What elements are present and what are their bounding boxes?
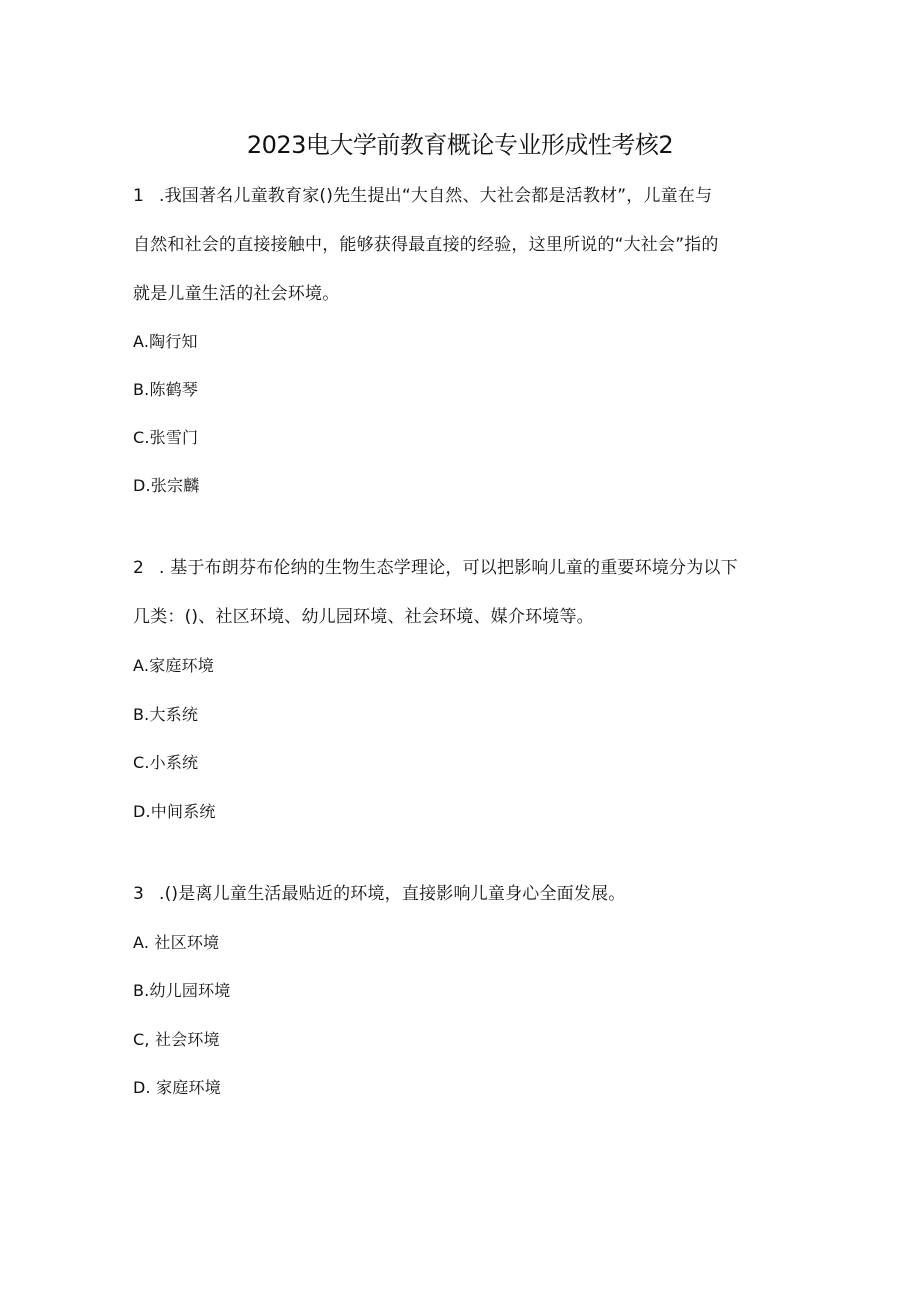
question-1-option-b: B.陈鹤琴 [133, 380, 199, 399]
question-1-option-a: A.陶行知 [133, 332, 198, 351]
question-2-option-a: A.家庭环境 [133, 656, 214, 675]
question-1-text-1: .我国著名儿童教育家()先生提出“大自然、大社会都是活教材”，儿童在与 [159, 186, 713, 206]
question-2-option-b: B.大系统 [133, 705, 199, 724]
question-2-option-c: C.小系统 [133, 753, 199, 772]
question-1-line-1 [133, 183, 712, 209]
question-3-number: 3 [133, 884, 145, 904]
question-2-text-2: 几类：()、社区环境、幼儿园环境、社会环境、媒介环境等。 [133, 607, 594, 627]
question-3-text-1: .()是离儿童生活最贴近的环境，直接影响儿童身心全面发展。 [159, 884, 626, 904]
question-2-line-1 [133, 555, 738, 581]
question-1-text-2: 自然和社会的直接接触中，能够获得最直接的经验，这里所说的“大社会”指的 [133, 235, 719, 255]
question-3-option-a: A. 社区环境 [133, 933, 220, 952]
question-1-option-d: D.张宗麟 [133, 476, 200, 495]
question-1-option-c: C.张雪门 [133, 428, 199, 447]
question-3-option-c: C, 社会环境 [133, 1030, 220, 1049]
question-1-text-3: 就是儿童生活的社会环境。 [133, 284, 340, 304]
question-1-number: 1 [133, 186, 145, 206]
question-3-line-1 [133, 881, 625, 907]
question-3-option-b: B.幼儿园环境 [133, 981, 231, 1000]
question-2-text-1: . 基于布朗芬布伦纳的生物生态学理论，可以把影响儿童的重要环境分为以下 [159, 558, 738, 578]
question-3-option-d: D. 家庭环境 [133, 1078, 221, 1097]
question-2-number: 2 [133, 558, 145, 578]
document-title: 2023电大学前教育概论专业形成性考核2 [246, 131, 674, 159]
question-2-option-d: D.中间系统 [133, 802, 216, 821]
